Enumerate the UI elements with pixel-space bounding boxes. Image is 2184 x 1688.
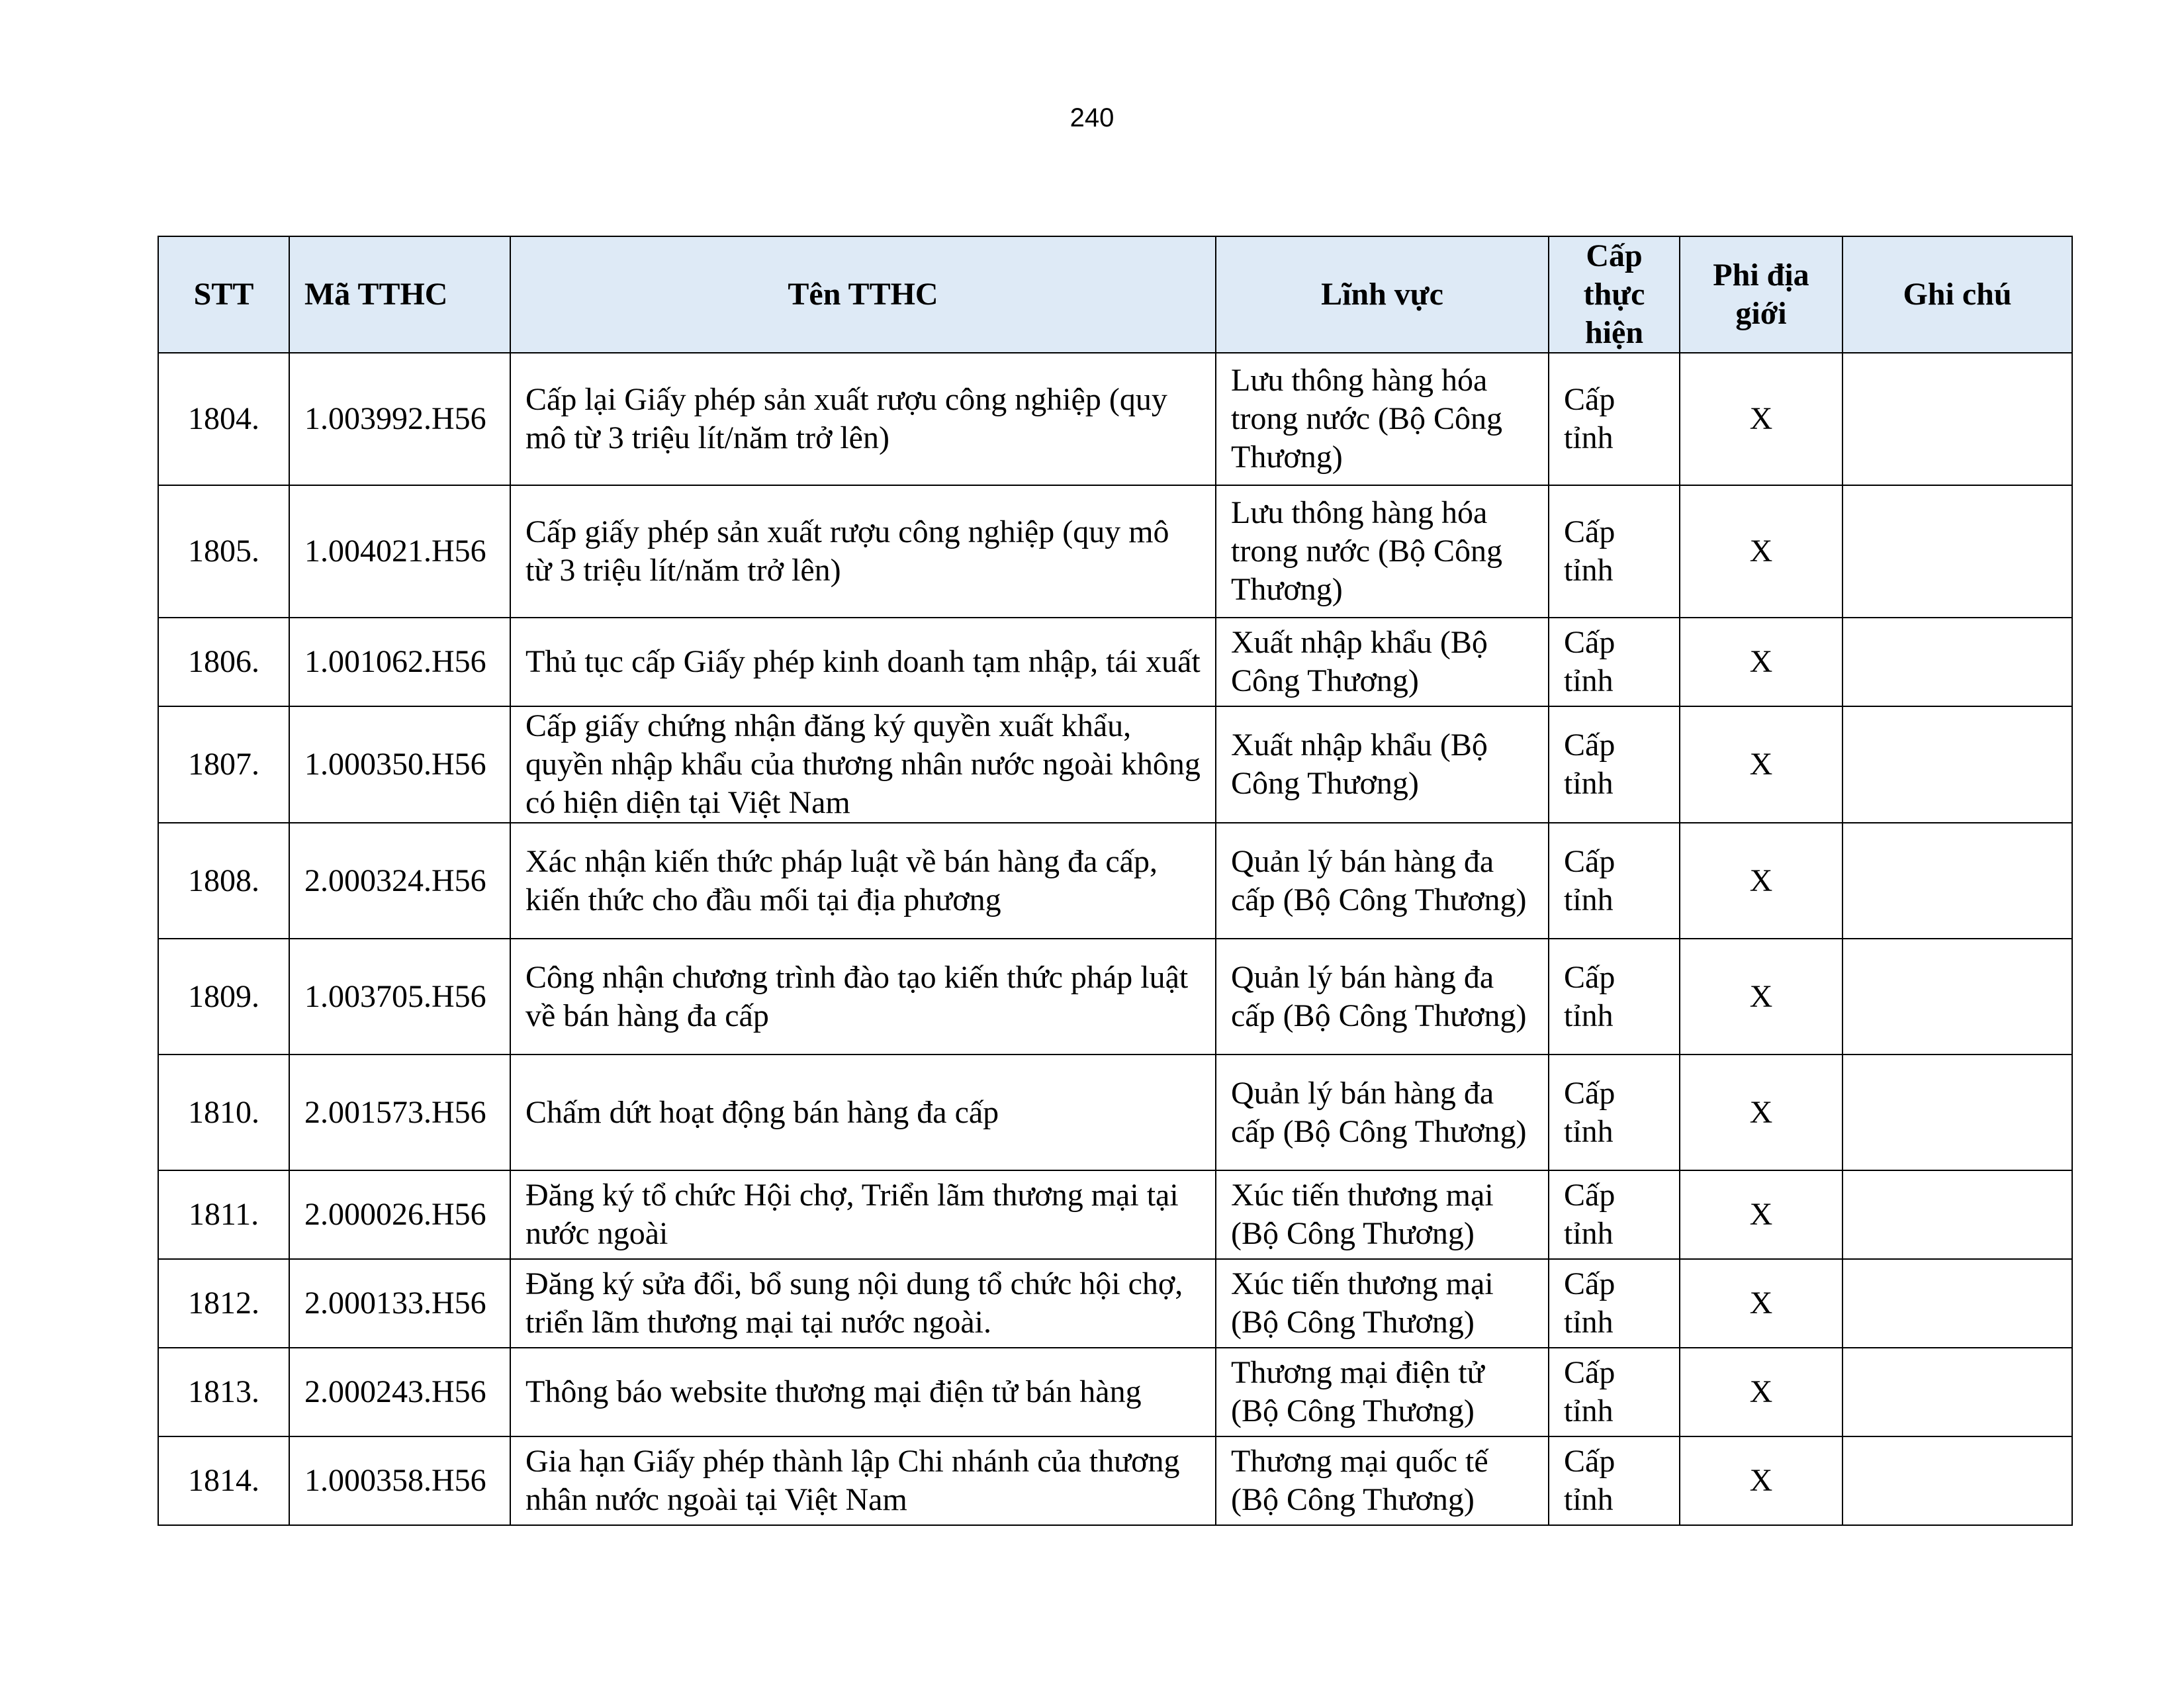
cell-ten-tthc: Chấm dứt hoạt động bán hàng đa cấp: [510, 1055, 1216, 1170]
table-row: [158, 1055, 2072, 1170]
cell-ma-tthc: 2.001573.H56: [289, 1055, 510, 1170]
table-row: [158, 706, 2072, 823]
page-number: 240: [1069, 103, 1115, 132]
cell-phi-dia-gioi: X: [1680, 353, 1843, 485]
cell-phi-dia-gioi: X: [1680, 939, 1843, 1055]
header-phi-dia-gioi: Phi địa giới: [1680, 236, 1843, 353]
cell-linh-vuc: Thương mại quốc tế (Bộ Công Thương): [1216, 1436, 1549, 1525]
header-linh-vuc: Lĩnh vực: [1216, 236, 1549, 353]
cell-phi-dia-gioi: X: [1680, 1436, 1843, 1525]
cell-cap-thuc-hien: Cấp tỉnh: [1549, 618, 1680, 706]
cell-ghi-chu: [1843, 823, 2072, 939]
cell-phi-dia-gioi: X: [1680, 706, 1843, 823]
cell-stt: 1812.: [158, 1259, 289, 1348]
cell-ten-tthc: Cấp lại Giấy phép sản xuất rượu công nghiệp (quy mô từ 3 triệu lít/năm trở lên): [510, 353, 1216, 485]
cell-ma-tthc: 2.000133.H56: [289, 1259, 510, 1348]
cell-ghi-chu: [1843, 1055, 2072, 1170]
cell-ghi-chu: [1843, 1436, 2072, 1525]
cell-stt: 1808.: [158, 823, 289, 939]
cell-linh-vuc: Quản lý bán hàng đa cấp (Bộ Công Thương): [1216, 939, 1549, 1055]
cell-ghi-chu: [1843, 353, 2072, 485]
cell-linh-vuc: Xuất nhập khẩu (Bộ Công Thương): [1216, 618, 1549, 706]
cell-stt: 1810.: [158, 1055, 289, 1170]
cell-ma-tthc: 2.000243.H56: [289, 1348, 510, 1436]
cell-linh-vuc: Xúc tiến thương mại (Bộ Công Thương): [1216, 1170, 1549, 1259]
cell-cap-thuc-hien: Cấp tỉnh: [1549, 706, 1680, 823]
cell-ten-tthc: Công nhận chương trình đào tạo kiến thức pháp luật về bán hàng đa cấp: [510, 939, 1216, 1055]
cell-ma-tthc: 1.003705.H56: [289, 939, 510, 1055]
cell-linh-vuc: Xúc tiến thương mại (Bộ Công Thương): [1216, 1259, 1549, 1348]
cell-ten-tthc: Đăng ký tổ chức Hội chợ, Triển lãm thương mại tại nước ngoài: [510, 1170, 1216, 1259]
cell-ten-tthc: Cấp giấy chứng nhận đăng ký quyền xuất khẩu, quyền nhập khẩu của thương nhân nước ngoài không có hiện diện tại Việt Nam: [510, 706, 1216, 823]
procedures-table: [158, 236, 2073, 1526]
cell-cap-thuc-hien: Cấp tỉnh: [1549, 485, 1680, 618]
cell-ghi-chu: [1843, 618, 2072, 706]
cell-ten-tthc: Đăng ký sửa đổi, bổ sung nội dung tổ chức hội chợ, triển lãm thương mại tại nước ngoài.: [510, 1259, 1216, 1348]
table-row: [158, 1170, 2072, 1259]
cell-ma-tthc: 2.000026.H56: [289, 1170, 510, 1259]
cell-cap-thuc-hien: Cấp tỉnh: [1549, 823, 1680, 939]
cell-stt: 1806.: [158, 618, 289, 706]
header-ten-tthc: Tên TTHC: [510, 236, 1216, 353]
cell-ten-tthc: Cấp giấy phép sản xuất rượu công nghiệp (quy mô từ 3 triệu lít/năm trở lên): [510, 485, 1216, 618]
cell-ghi-chu: [1843, 1259, 2072, 1348]
cell-stt: 1814.: [158, 1436, 289, 1525]
header-cap-thuc-hien: Cấp thực hiện: [1549, 236, 1680, 353]
cell-ghi-chu: [1843, 939, 2072, 1055]
header-ma-tthc: Mã TTHC: [289, 236, 510, 353]
cell-ma-tthc: 2.000324.H56: [289, 823, 510, 939]
cell-phi-dia-gioi: X: [1680, 1170, 1843, 1259]
cell-phi-dia-gioi: X: [1680, 485, 1843, 618]
cell-linh-vuc: Thương mại điện tử (Bộ Công Thương): [1216, 1348, 1549, 1436]
cell-ma-tthc: 1.003992.H56: [289, 353, 510, 485]
cell-ten-tthc: Gia hạn Giấy phép thành lập Chi nhánh của thương nhân nước ngoài tại Việt Nam: [510, 1436, 1216, 1525]
cell-ma-tthc: 1.004021.H56: [289, 485, 510, 618]
table-row: [158, 1259, 2072, 1348]
cell-stt: 1805.: [158, 485, 289, 618]
cell-stt: 1809.: [158, 939, 289, 1055]
cell-linh-vuc: Quản lý bán hàng đa cấp (Bộ Công Thương): [1216, 1055, 1549, 1170]
cell-cap-thuc-hien: Cấp tỉnh: [1549, 939, 1680, 1055]
cell-ten-tthc: Xác nhận kiến thức pháp luật về bán hàng đa cấp, kiến thức cho đầu mối tại địa phương: [510, 823, 1216, 939]
cell-cap-thuc-hien: Cấp tỉnh: [1549, 1170, 1680, 1259]
cell-cap-thuc-hien: Cấp tỉnh: [1549, 353, 1680, 485]
cell-ma-tthc: 1.000358.H56: [289, 1436, 510, 1525]
cell-stt: 1804.: [158, 353, 289, 485]
cell-ghi-chu: [1843, 1348, 2072, 1436]
cell-ten-tthc: Thông báo website thương mại điện tử bán hàng: [510, 1348, 1216, 1436]
cell-linh-vuc: Quản lý bán hàng đa cấp (Bộ Công Thương): [1216, 823, 1549, 939]
cell-stt: 1807.: [158, 706, 289, 823]
cell-phi-dia-gioi: X: [1680, 1055, 1843, 1170]
header-ghi-chu: Ghi chú: [1843, 236, 2072, 353]
cell-ghi-chu: [1843, 1170, 2072, 1259]
cell-phi-dia-gioi: X: [1680, 1259, 1843, 1348]
table-row: [158, 939, 2072, 1055]
cell-phi-dia-gioi: X: [1680, 823, 1843, 939]
cell-stt: 1811.: [158, 1170, 289, 1259]
cell-linh-vuc: Lưu thông hàng hóa trong nước (Bộ Công Thương): [1216, 485, 1549, 618]
cell-ten-tthc: Thủ tục cấp Giấy phép kinh doanh tạm nhập, tái xuất: [510, 618, 1216, 706]
table-row: [158, 823, 2072, 939]
cell-ghi-chu: [1843, 485, 2072, 618]
table-header-row: [158, 236, 2072, 353]
table-row: [158, 485, 2072, 618]
cell-ma-tthc: 1.000350.H56: [289, 706, 510, 823]
table-row: [158, 618, 2072, 706]
cell-linh-vuc: Xuất nhập khẩu (Bộ Công Thương): [1216, 706, 1549, 823]
cell-linh-vuc: Lưu thông hàng hóa trong nước (Bộ Công Thương): [1216, 353, 1549, 485]
cell-stt: 1813.: [158, 1348, 289, 1436]
cell-cap-thuc-hien: Cấp tỉnh: [1549, 1436, 1680, 1525]
cell-cap-thuc-hien: Cấp tỉnh: [1549, 1259, 1680, 1348]
table-row: [158, 1348, 2072, 1436]
cell-phi-dia-gioi: X: [1680, 1348, 1843, 1436]
cell-phi-dia-gioi: X: [1680, 618, 1843, 706]
cell-ma-tthc: 1.001062.H56: [289, 618, 510, 706]
cell-cap-thuc-hien: Cấp tỉnh: [1549, 1055, 1680, 1170]
table-row: [158, 1436, 2072, 1525]
cell-cap-thuc-hien: Cấp tỉnh: [1549, 1348, 1680, 1436]
header-stt: STT: [158, 236, 289, 353]
cell-ghi-chu: [1843, 706, 2072, 823]
table-row: [158, 353, 2072, 485]
